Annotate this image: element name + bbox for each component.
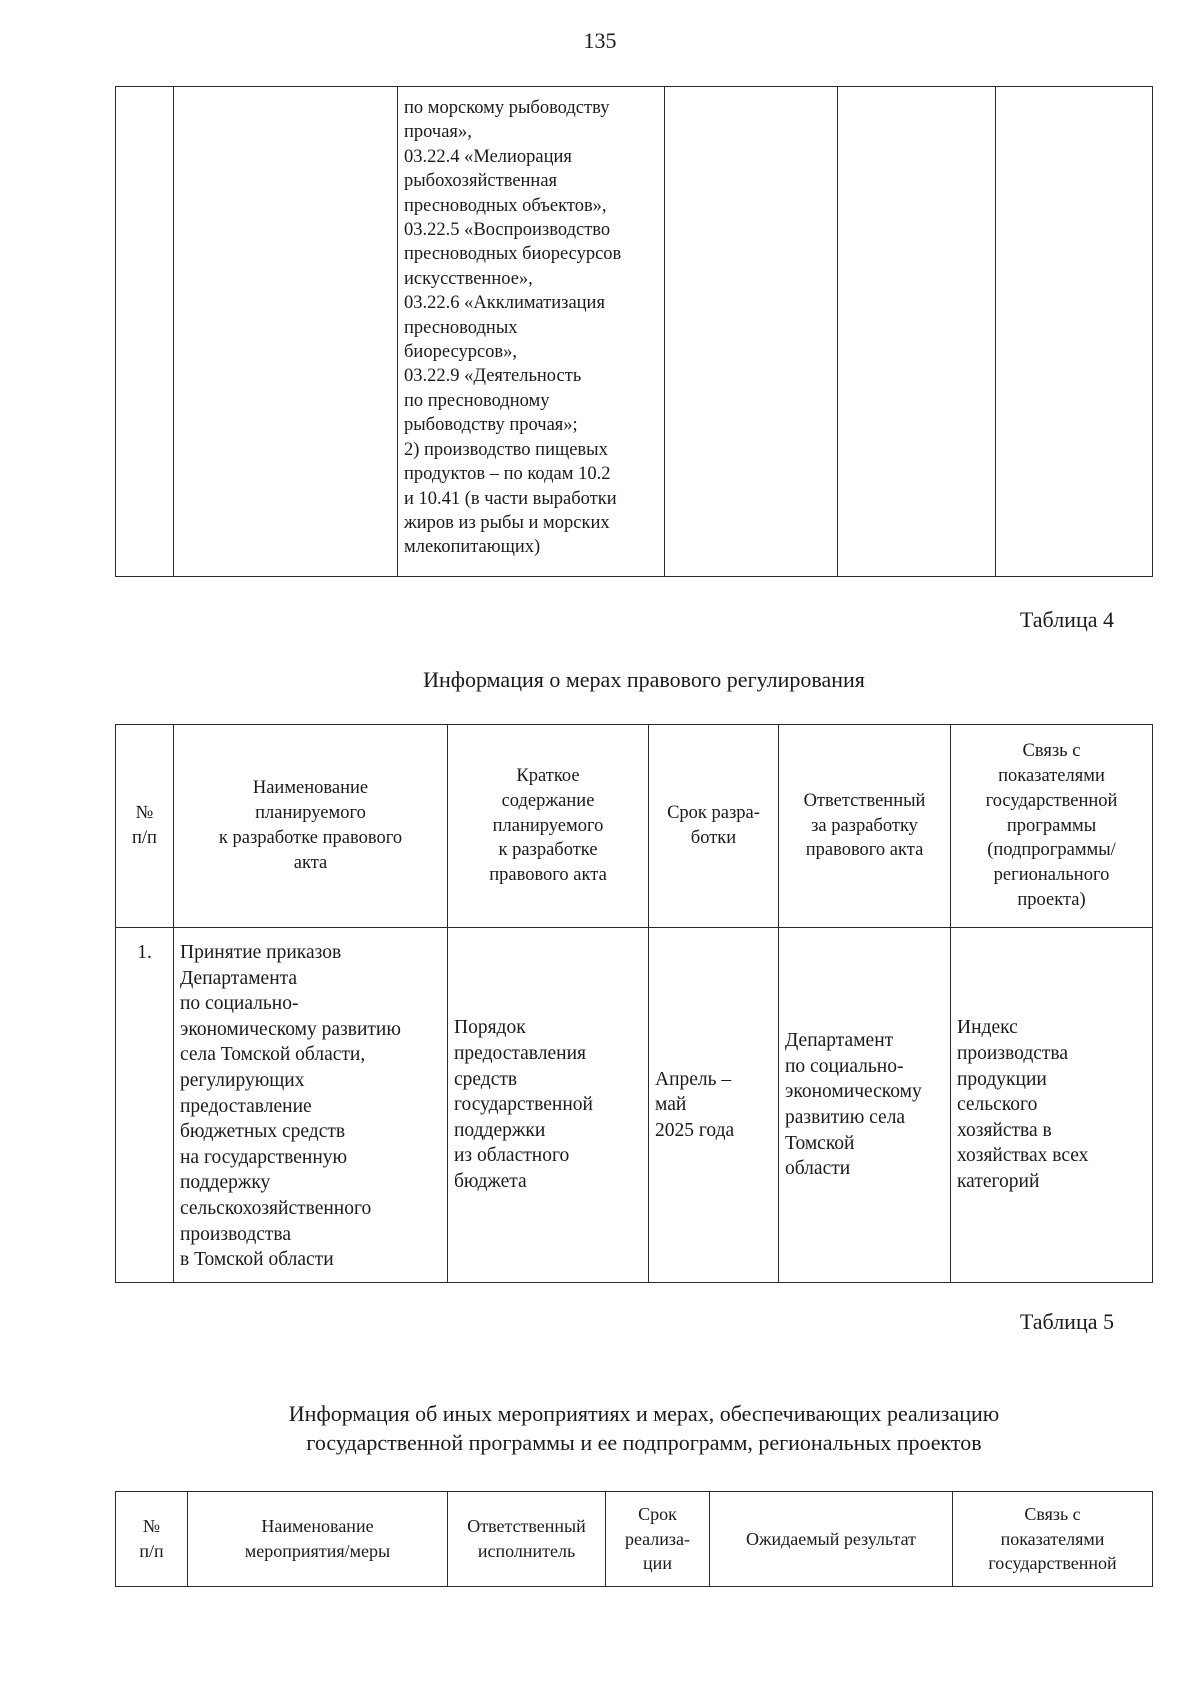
row-indicator-link: Индекс производства продукции сельского хозяйства в хозяйствах всех категорий	[951, 928, 1153, 1283]
row-act-name: Принятие приказов Департамента по социально- экономическому развитию села Томской области, регулирующих предоставление бюджетных средств на государственную поддержку сельскохозяйственного производства в Томской области	[174, 928, 448, 1283]
header-term: Срок разра- ботки	[649, 725, 779, 928]
header-executor: Ответственный исполнитель	[448, 1492, 606, 1587]
table-cell	[838, 87, 996, 577]
header-responsible: Ответственный за разработку правового акта	[779, 725, 951, 928]
header-num: № п/п	[116, 725, 174, 928]
header-indicator-link: Связь с показателями государственной программы (подпрограммы/ регионального проекта)	[951, 725, 1153, 928]
header-indicator-link: Связь с показателями государственной	[953, 1492, 1153, 1587]
page-number: 135	[583, 28, 617, 53]
row-act-content: Порядок предоставления средств государственной поддержки из областного бюджета	[448, 928, 649, 1283]
table-cell	[665, 87, 838, 577]
row-num: 1.	[116, 928, 174, 1283]
table-row	[116, 928, 1153, 1283]
header-measure-name: Наименование мероприятия/меры	[188, 1492, 448, 1587]
table-cell	[996, 87, 1153, 577]
header-expected-result: Ожидаемый результат	[710, 1492, 953, 1587]
header-num: № п/п	[116, 1492, 188, 1587]
table4-label: Таблица 4	[1019, 607, 1114, 632]
table-row	[116, 87, 1153, 577]
header-term: Срок реализа- ции	[606, 1492, 710, 1587]
table5-title-line1: Информация об иных мероприятиях и мерах, обеспечивающих реализацию	[288, 1401, 1000, 1426]
table5-label: Таблица 5	[1019, 1309, 1114, 1334]
table-cell	[116, 87, 174, 577]
okved-codes-text: по морскому рыбоводству прочая», 03.22.4 «Мелиорация рыбохозяйственная пресноводных объектов», 03.22.5 «Воспроизводство пресноводных биоресурсов искусственное», 03.22.6 «Акклиматизация пресноводных биоресурсов», 03.22.9 «Деятельность по пресноводному рыбоводству прочая»; 2) производство пищевых продуктов – по кодам 10.2 и 10.41 (в части выработки жиров из рыбы и морских млекопитающих)	[404, 98, 622, 558]
table5	[115, 1491, 1153, 1587]
table4	[115, 724, 1153, 1283]
okved-codes-cell	[398, 87, 665, 577]
row-responsible: Департамент по социально- экономическому развитию села Томской области	[779, 928, 951, 1283]
table4-title: Информация о мерах правового регулирования	[423, 667, 865, 692]
table4-header-row	[116, 725, 1153, 928]
header-act-content: Краткое содержание планируемого к разработке правового акта	[448, 725, 649, 928]
table5-title-line2: государственной программы и ее подпрограмм, региональных проектов	[306, 1430, 982, 1455]
continuation-table	[115, 86, 1153, 577]
header-act-name: Наименование планируемого к разработке правового акта	[174, 725, 448, 928]
table5-header-row	[116, 1492, 1153, 1587]
row-term: Апрель – май 2025 года	[649, 928, 779, 1283]
table-cell	[174, 87, 398, 577]
